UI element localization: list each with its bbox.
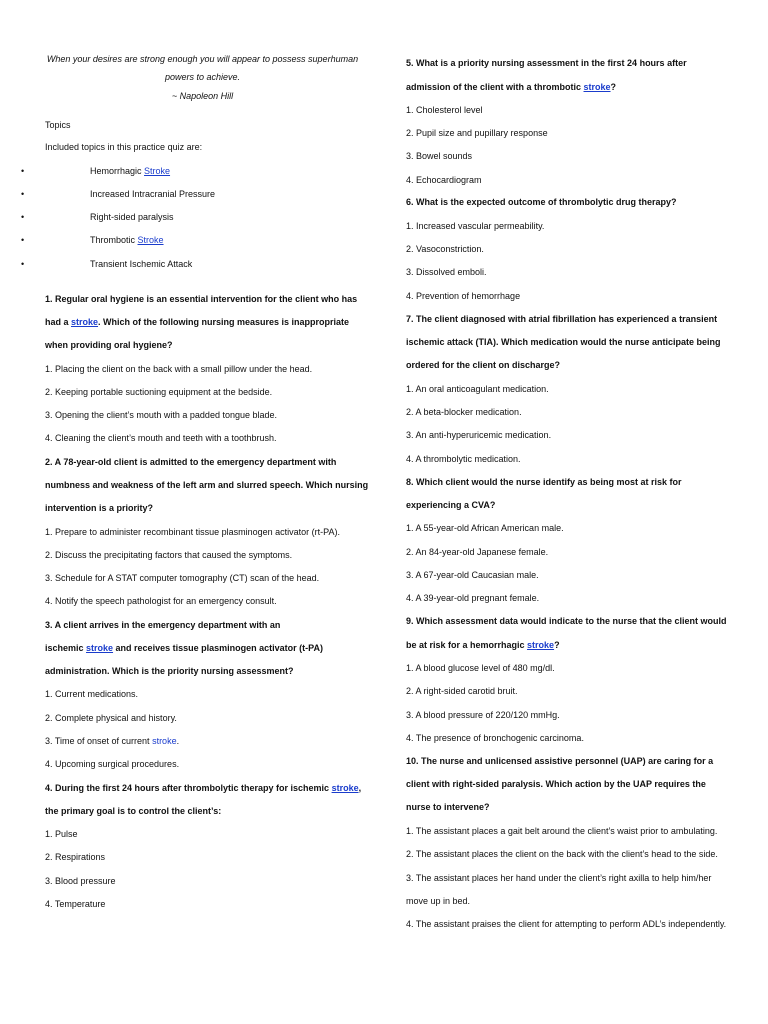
quote-line-1: When your desires are strong enough you will appear to possess superhuman bbox=[46, 54, 359, 64]
q1-stem: had a stroke. Which of the following nursing measures is inappropriate bbox=[45, 317, 350, 327]
stroke-link[interactable]: stroke bbox=[152, 736, 177, 746]
q6-option: 1. Increased vascular permeability. bbox=[406, 221, 545, 231]
q4-option: 1. Pulse bbox=[45, 829, 78, 839]
topic-item: • Transient Ischemic Attack bbox=[21, 259, 193, 269]
q2-option: 1. Prepare to administer recombinant tissue plasminogen activator (rt-PA). bbox=[45, 527, 340, 537]
q6-option: 4. Prevention of hemorrhage bbox=[406, 291, 521, 301]
topic-link-stroke[interactable]: Stroke bbox=[144, 166, 171, 176]
q10-stem: 10. The nurse and unlicensed assistive personnel (UAP) are caring for a bbox=[406, 756, 714, 766]
bullet-icon: • bbox=[21, 166, 25, 176]
q7-option: 2. A beta-blocker medication. bbox=[406, 407, 522, 417]
q2-option: 4. Notify the speech pathologist for an emergency consult. bbox=[45, 596, 277, 606]
topic-item: • Thrombotic Stroke bbox=[21, 235, 164, 245]
topic-item: • Hemorrhagic Stroke bbox=[21, 166, 171, 176]
q1-stem: when providing oral hygiene? bbox=[45, 340, 173, 350]
topic-link-stroke[interactable]: Stroke bbox=[137, 235, 164, 245]
topic-item: • Increased Intracranial Pressure bbox=[21, 189, 216, 199]
q9-stem: be at risk for a hemorrhagic stroke? bbox=[406, 640, 560, 650]
q5-stem: 5. What is a priority nursing assessment in the first 24 hours after bbox=[406, 58, 687, 68]
q7-option: 4. A thrombolytic medication. bbox=[406, 454, 521, 464]
q7-option: 1. An oral anticoagulant medication. bbox=[406, 384, 549, 394]
topics-heading: Topics bbox=[45, 120, 71, 130]
q3-option: 1. Current medications. bbox=[45, 689, 139, 699]
q2-option: 3. Schedule for A STAT computer tomography (CT) scan of the head. bbox=[45, 573, 320, 583]
q6-stem: 6. What is the expected outcome of thrombolytic drug therapy? bbox=[406, 197, 677, 207]
stroke-link[interactable]: stroke bbox=[71, 317, 99, 327]
q10-option: 4. The assistant praises the client for attempting to perform ADL’s independently. bbox=[406, 919, 727, 929]
q9-option: 4. The presence of bronchogenic carcinoma. bbox=[406, 733, 584, 743]
q3-option: 2. Complete physical and history. bbox=[45, 713, 177, 723]
q1-option: 4. Cleaning the client’s mouth and teeth with a toothbrush. bbox=[45, 433, 277, 443]
q5-option: 2. Pupil size and pupillary response bbox=[406, 128, 548, 138]
q5-option: 3. Bowel sounds bbox=[406, 151, 473, 161]
q3-option: 4. Upcoming surgical procedures. bbox=[45, 759, 180, 769]
q10-option: 3. The assistant places her hand under the client’s right axilla to help him/her bbox=[406, 873, 712, 883]
q8-option: 1. A 55-year-old African American male. bbox=[406, 523, 564, 533]
q4-option: 2. Respirations bbox=[45, 852, 106, 862]
q9-option: 1. A blood glucose level of 480 mg/dl. bbox=[406, 663, 555, 673]
q2-stem: 2. A 78-year-old client is admitted to the emergency department with bbox=[45, 457, 337, 467]
stroke-link[interactable]: stroke bbox=[527, 640, 555, 650]
q3-stem: administration. Which is the priority nursing assessment? bbox=[45, 666, 294, 676]
q5-option: 1. Cholesterol level bbox=[406, 105, 483, 115]
q9-stem: 9. Which assessment data would indicate to the nurse that the client would bbox=[406, 616, 727, 626]
topic-item: • Right-sided paralysis bbox=[21, 212, 174, 222]
q7-option: 3. An anti-hyperuricemic medication. bbox=[406, 430, 552, 440]
q4-option: 4. Temperature bbox=[45, 899, 106, 909]
q8-option: 4. A 39-year-old pregnant female. bbox=[406, 593, 540, 603]
q4-option: 3. Blood pressure bbox=[45, 876, 116, 886]
q6-option: 2. Vasoconstriction. bbox=[406, 244, 484, 254]
q1-stem: 1. Regular oral hygiene is an essential intervention for the client who has bbox=[45, 294, 358, 304]
q2-option: 2. Discuss the precipitating factors that caused the symptoms. bbox=[45, 550, 293, 560]
q9-option: 2. A right-sided carotid bruit. bbox=[406, 686, 518, 696]
q1-option: 3. Opening the client’s mouth with a padded tongue blade. bbox=[45, 410, 278, 420]
q3-option: 3. Time of onset of current stroke. bbox=[45, 736, 180, 746]
stroke-link[interactable]: stroke bbox=[86, 643, 114, 653]
q9-option: 3. A blood pressure of 220/120 mmHg. bbox=[406, 710, 560, 720]
bullet-icon: • bbox=[21, 189, 25, 199]
q3-stem: 3. A client arrives in the emergency department with an bbox=[45, 620, 281, 630]
q7-stem: 7. The client diagnosed with atrial fibrillation has experienced a transient bbox=[406, 314, 718, 324]
q8-option: 3. A 67-year-old Caucasian male. bbox=[406, 570, 539, 580]
q10-option-continued: move up in bed. bbox=[406, 896, 471, 906]
q10-stem: nurse to intervene? bbox=[406, 802, 490, 812]
q6-option: 3. Dissolved emboli. bbox=[406, 267, 487, 277]
q4-stem: 4. During the first 24 hours after thrombolytic therapy for ischemic stroke, bbox=[45, 783, 362, 793]
q10-stem: client with right-sided paralysis. Which action by the UAP requires the bbox=[406, 779, 706, 789]
bullet-icon: • bbox=[21, 259, 25, 269]
bullet-icon: • bbox=[21, 235, 25, 245]
q1-option: 2. Keeping portable suctioning equipment at the bedside. bbox=[45, 387, 273, 397]
q3-stem: ischemic stroke and receives tissue plasminogen activator (t-PA) bbox=[45, 643, 323, 653]
q7-stem: ordered for the client on discharge? bbox=[406, 360, 561, 370]
q8-option: 2. An 84-year-old Japanese female. bbox=[406, 547, 549, 557]
q5-option: 4. Echocardiogram bbox=[406, 175, 482, 185]
stroke-link[interactable]: stroke bbox=[583, 82, 611, 92]
q2-stem: numbness and weakness of the left arm and slurred speech. Which nursing bbox=[45, 480, 369, 490]
q10-option: 2. The assistant places the client on the back with the client’s head to the side. bbox=[406, 849, 718, 859]
quote-author: ~ Napoleon Hill bbox=[171, 91, 234, 101]
q8-stem: experiencing a CVA? bbox=[406, 500, 496, 510]
q1-option: 1. Placing the client on the back with a small pillow under the head. bbox=[45, 364, 313, 374]
q2-stem: intervention is a priority? bbox=[45, 503, 154, 513]
q4-stem: the primary goal is to control the client’s: bbox=[45, 806, 222, 816]
stroke-link[interactable]: stroke bbox=[331, 783, 359, 793]
topics-intro: Included topics in this practice quiz are: bbox=[45, 142, 203, 152]
bullet-icon: • bbox=[21, 212, 25, 222]
quote-line-2: powers to achieve. bbox=[164, 72, 241, 82]
q10-option: 1. The assistant places a gait belt around the client’s waist prior to ambulating. bbox=[406, 826, 718, 836]
q7-stem: ischemic attack (TIA). Which medication would the nurse anticipate being bbox=[406, 337, 721, 347]
q8-stem: 8. Which client would the nurse identify as being most at risk for bbox=[406, 477, 682, 487]
q5-stem: admission of the client with a thrombotic stroke? bbox=[406, 82, 617, 92]
